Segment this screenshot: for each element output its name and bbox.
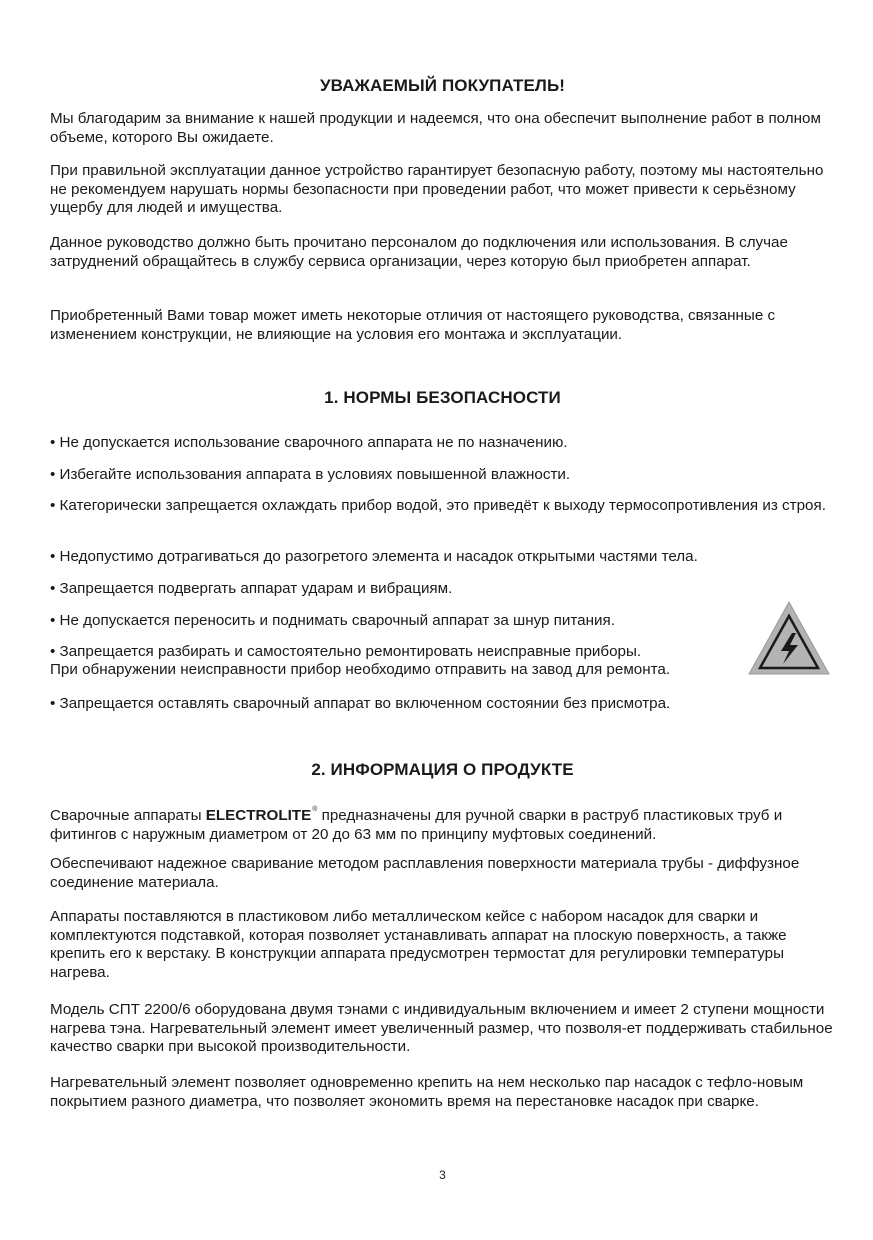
product-title: 2. ИНФОРМАЦИЯ О ПРОДУКТЕ	[311, 760, 574, 779]
high-voltage-warning-icon	[747, 600, 831, 676]
product-paragraph: Нагревательный элемент позволяет одновременно крепить на нем несколько пар насадок с тефло-новым покрытием разного диаметра, что позволяет экономить время на перестановке насадок при сварке.	[50, 1074, 804, 1110]
safety-item-note: При обнаружении неисправности прибор необходимо отправить на завод для ремонта.	[50, 661, 671, 678]
safety-title: 1. НОРМЫ БЕЗОПАСНОСТИ	[324, 388, 561, 407]
greeting-title: УВАЖАЕМЫЙ ПОКУПАТЕЛЬ!	[319, 76, 566, 95]
greeting-paragraph: Приобретенный Вами товар может иметь некоторые отличия от настоящего руководства, связанные с изменением конструкции, не влияющие на условия его монтажа и эксплуатации.	[50, 307, 776, 343]
manual-page	[50, 0, 835, 1240]
safety-item: • Недопустимо дотрагиваться до разогретого элемента и насадок открытыми частями тела.	[50, 548, 698, 565]
product-intro	[50, 801, 840, 844]
product-intro-start: Сварочные аппараты	[50, 807, 206, 824]
safety-item: • Категорически запрещается охлаждать прибор водой, это приведёт к выходу термосопротивления из строя.	[50, 497, 826, 514]
greeting-paragraph: Данное руководство должно быть прочитано персоналом до подключения или использования. В случае затруднений обращайтесь в службу сервиса организации, через которую был приобретен аппарат.	[50, 234, 788, 270]
brand-name: ELECTROLITE®	[205, 806, 318, 824]
product-paragraph: Обеспечивают надежное сваривание методом расплавления поверхности материала трубы - диффузное соединение материала.	[50, 855, 800, 891]
registered-mark: ®	[312, 806, 318, 813]
safety-item: • Запрещается разбирать и самостоятельно ремонтировать неисправные приборы.	[50, 643, 642, 660]
product-paragraph: Аппараты поставляются в пластиковом либо металлическом кейсе с набором насадок для сварки и комплектуются подставкой, которая позволяет устанавливать аппарат на плоскую поверхность, а также крепить его к верстаку. В конструкции аппарата предусмотрен термостат для регулировки температуры нагрева.	[50, 908, 787, 981]
safety-item: • Запрещается оставлять сварочный аппарат во включенном состоянии без присмотра.	[50, 695, 671, 712]
product-paragraph: Модель СПТ 2200/6 оборудована двумя тэнами с индивидуальным включением и имеет 2 ступени мощности нагрева тэна. Нагревательный элемент имеет увеличенный размер, что позволя-ет поддерживать стабильное качество сварки при высокой производительности.	[50, 1001, 833, 1055]
safety-item: • Не допускается использование сварочного аппарата не по назначению.	[50, 434, 568, 451]
product-intro-end: предназначены для ручной сварки в раструб пластиковых труб и фитингов с наружным диаметром от 20 до 63 мм по принципу муфтовых соединений.	[50, 807, 783, 843]
safety-item: • Не допускается переносить и поднимать сварочный аппарат за шнур питания.	[50, 612, 615, 629]
safety-item: • Запрещается подвергать аппарат ударам и вибрациям.	[50, 580, 453, 597]
greeting-paragraph: Мы благодарим за внимание к нашей продукции и надеемся, что она обеспечит выполнение работ в полном объеме, которого Вы ожидаете.	[50, 110, 821, 146]
page-number: 3	[439, 1168, 446, 1182]
greeting-paragraph: При правильной эксплуатации данное устройство гарантирует безопасную работу, поэтому мы настоятельно не рекомендуем нарушать нормы безопасности при проведении работ, что может привести к серьёзному ущербу для людей и имущества.	[50, 162, 824, 216]
safety-item: • Избегайте использования аппарата в условиях повышенной влажности.	[50, 466, 571, 483]
